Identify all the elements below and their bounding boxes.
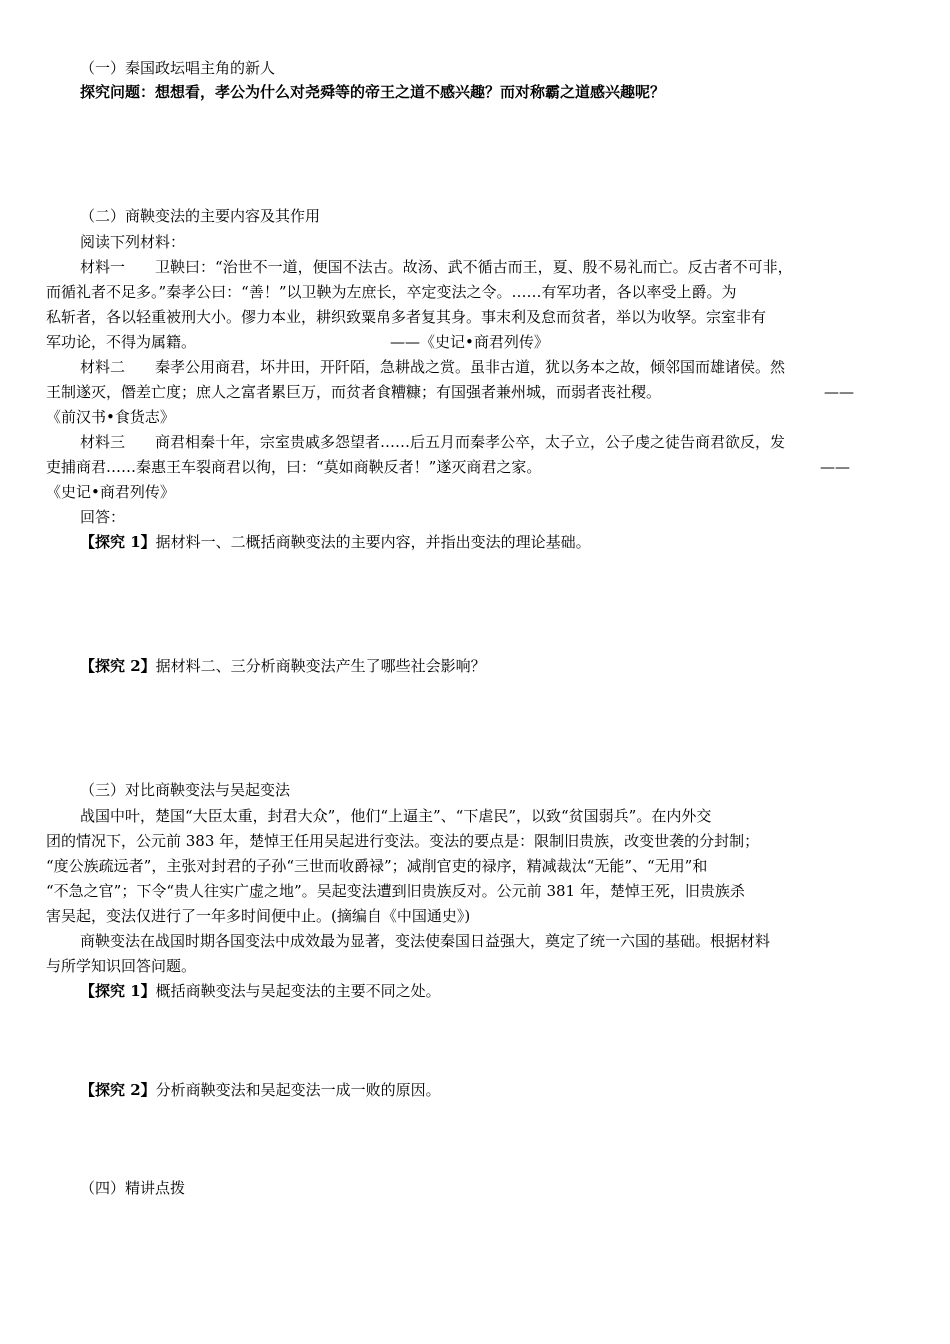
question-text: 据材料二、三分析商鞅变法产生了哪些社会影响？ bbox=[155, 657, 486, 675]
question-tag: 【探究 2】 bbox=[80, 657, 156, 675]
section-1-heading: （一）秦国政坛唱主角的新人 bbox=[80, 59, 276, 77]
section-2-question-2 bbox=[80, 654, 486, 678]
section-3-paragraph-line: “度公族疏远者”，主张对封君的子孙“三世而收爵禄”；减削官吏的禄序，精减裁汰“无能”、“无用”和 bbox=[46, 857, 708, 875]
material-1-source: ——《史记•商君列传》 bbox=[390, 333, 549, 351]
section-3-paragraph-line: 害吴起，变法仅进行了一年多时间便中止。(摘编自《中国通史》) bbox=[46, 907, 471, 925]
material-3-line: 吏捕商君……秦惠王车裂商君以徇，曰：“莫如商鞅反者！”遂灭商君之家。 bbox=[46, 458, 542, 476]
section-2-read: 阅读下列材料： bbox=[80, 233, 186, 251]
material-3-source: 《史记•商君列传》 bbox=[46, 483, 175, 501]
material-2-line: 王制遂灭，僭差亡度；庶人之富者累巨万，而贫者食糟糠；有国强者兼州城，而弱者丧社稷。 bbox=[46, 383, 662, 401]
material-2-source: 《前汉书•食货志》 bbox=[46, 408, 175, 426]
section-3-paragraph-line: 团的情况下，公元前 383 年，楚悼王任用吴起进行变法。变法的要点是：限制旧贵族，改变世袭的分封制； bbox=[46, 832, 760, 850]
question-tag: 【探究 2】 bbox=[80, 1081, 156, 1099]
section-1-question: 探究问题：想想看，孝公为什么对尧舜等的帝王之道不感兴趣？而对称霸之道感兴趣呢？ bbox=[80, 83, 666, 101]
section-3-heading: （三）对比商鞅变法与吴起变法 bbox=[80, 781, 291, 799]
section-3-paragraph-line: 战国中叶，楚国“大臣太重，封君大众”，他们“上逼主”、“下虐民”，以致“贫国弱兵”。在内外交 bbox=[80, 807, 712, 825]
question-text: 概括商鞅变法与吴起变法的主要不同之处。 bbox=[155, 982, 441, 1000]
section-3-question-2 bbox=[80, 1078, 441, 1102]
answer-label: 回答： bbox=[80, 508, 126, 526]
section-4-heading: （四）精讲点拨 bbox=[80, 1179, 186, 1197]
material-2-line: 材料二 秦孝公用商君，坏井田，开阡陌，急耕战之赏。虽非古道，犹以务本之故，倾邻国而雄诸侯。然 bbox=[80, 358, 786, 376]
question-tag: 【探究 1】 bbox=[80, 982, 156, 1000]
material-3-dash: —— bbox=[820, 458, 850, 476]
question-tag: 【探究 1】 bbox=[80, 533, 156, 551]
material-2-dash: —— bbox=[824, 383, 854, 401]
section-3-paragraph-2-line: 商鞅变法在战国时期各国变法中成效最为显著，变法使秦国日益强大，奠定了统一六国的基础。根据材料 bbox=[80, 932, 771, 950]
material-3-line: 材料三 商君相秦十年，宗室贵戚多怨望者……后五月而秦孝公卒，太子立，公子虔之徒告商君欲反，发 bbox=[80, 433, 786, 451]
material-1-line: 军功论，不得为属籍。 bbox=[46, 333, 197, 351]
question-text: 分析商鞅变法和吴起变法一成一败的原因。 bbox=[155, 1081, 441, 1099]
section-2-question-1 bbox=[80, 530, 591, 554]
section-2-heading: （二）商鞅变法的主要内容及其作用 bbox=[80, 207, 321, 225]
question-text: 据材料一、二概括商鞅变法的主要内容，并指出变法的理论基础。 bbox=[155, 533, 591, 551]
material-1-line: 材料一 卫鞅曰：“治世不一道，便国不法古。故汤、武不循古而王，夏、殷不易礼而亡。反古者不可非， bbox=[80, 258, 793, 276]
section-3-paragraph-2-line: 与所学知识回答问题。 bbox=[46, 957, 197, 975]
section-3-question-1 bbox=[80, 979, 441, 1003]
material-1-line: 私斩者，各以轻重被刑大小。僇力本业，耕织致粟帛多者复其身。事末利及怠而贫者，举以为收孥。宗室非有 bbox=[46, 308, 767, 326]
section-3-paragraph-line: “不急之官”；下令“贵人往实广虚之地”。吴起变法遭到旧贵族反对。公元前 381 年，楚悼王死，旧贵族杀 bbox=[46, 882, 745, 900]
material-1-line: 而循礼者不足多。”秦孝公曰：“善！”以卫鞅为左庶长，卒定变法之令。……有军功者，各以率受上爵。为 bbox=[46, 283, 737, 301]
